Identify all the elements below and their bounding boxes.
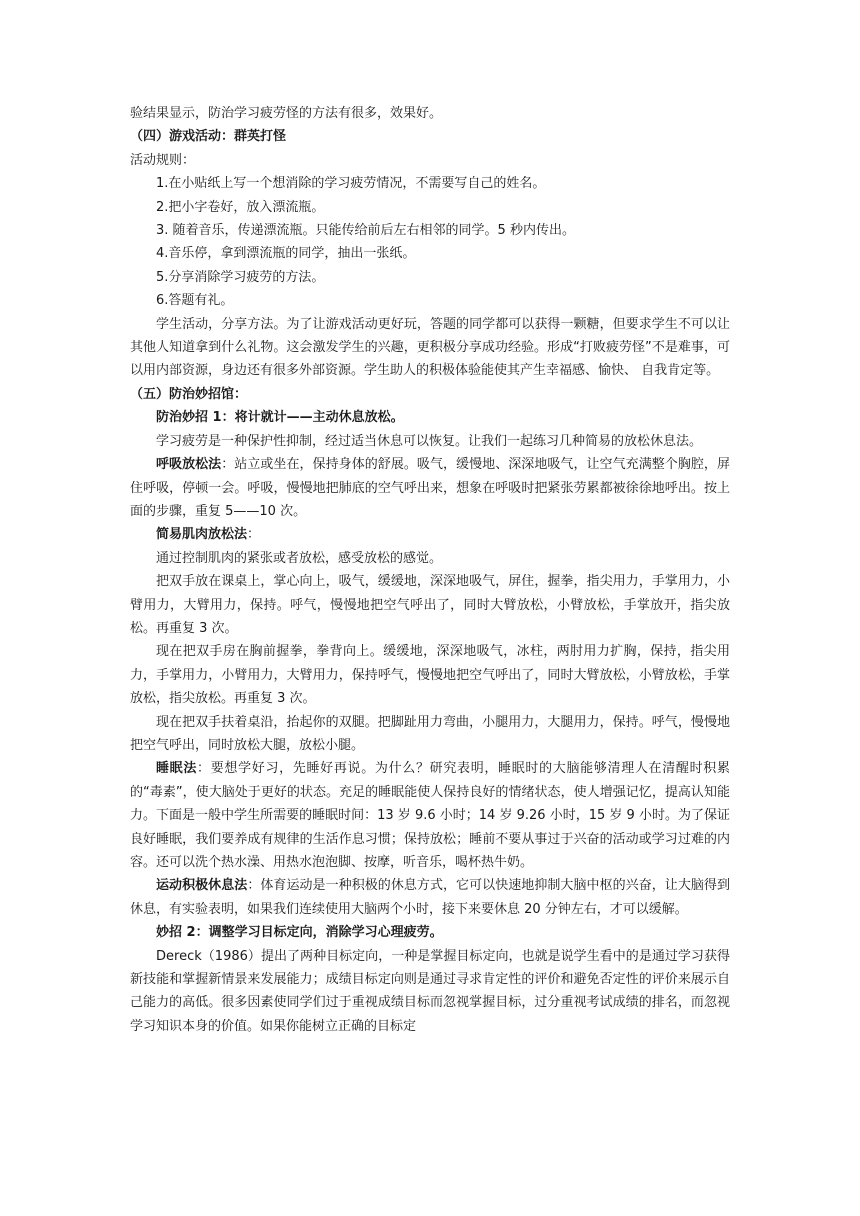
muscle-colon: ： — [247, 527, 261, 543]
rule-item: 3. 随着音乐，传递漂流瓶。只能传给前后左右相邻的同学。5 秒内传出。 — [156, 223, 575, 239]
section-heading-5: （五）防治妙招馆： — [130, 386, 248, 402]
paragraph-dereck: Dereck（1986）提出了两种目标定向，一种是掌握目标定向，也就是说学生看中的是通过学习获得新技能和掌握新情景来发展能力；成绩目标定向则是通过寻求肯定性的评价和避免否定性的评价来展示自己能力的高低。很多因素使同学们过于重视成绩目标而忽视掌握目标，过分重视考试成绩的排名，而忽视学习知识本身的价值。如果你能树立正确的目标定 — [130, 948, 730, 1034]
tip1-title: 防治妙招 1：将计就计——主动休息放松。 — [156, 410, 404, 426]
muscle-label: 简易肌肉放松法 — [156, 527, 248, 543]
tip2-title: 妙招 2：调整学习目标定向，消除学习心理疲劳。 — [156, 925, 443, 941]
paragraph-muscle-heading — [130, 523, 730, 546]
rule-item: 2.把小字卷好，放入漂流瓶。 — [156, 199, 325, 215]
paragraph-muscle-2: 把双手放在课桌上，掌心向上，吸气，缓缓地，深深地吸气，屏住，握拳，指尖用力，手掌用力，小臂用力，大臂用力，保持。呼气，慢慢地把空气呼出了，同时大臂放松，小臂放松，手掌放开，指尖放松。再重复 3 次。 — [130, 574, 730, 636]
document-page — [130, 102, 730, 1038]
tip1-intro: 学习疲劳是一种保护性抑制，经过适当休息可以恢复。让我们一起练习几种简易的放松休息法。 — [156, 433, 703, 449]
paragraph-sport — [130, 874, 730, 921]
breathing-text: ：站立或坐在，保持身体的舒展。吸气，缓慢地、深深地吸气，让空气充满整个胸腔，屏住呼吸，停顿一会。呼吸，慢慢地把肺底的空气呼出来，想象在呼吸时把紧张劳累都被徐徐地呼出。按上面的步骤，重复 5——10 次。 — [130, 457, 730, 519]
sport-label: 运动积极休息法 — [156, 878, 248, 894]
paragraph-breathing — [130, 453, 730, 523]
paragraph-sleep — [130, 757, 730, 874]
rule-item: 1.在小贴纸上写一个想消除的学习疲劳情况，不需要写自己的姓名。 — [156, 176, 546, 192]
rules-label: 活动规则： — [130, 152, 196, 168]
breathing-label: 呼吸放松法 — [156, 457, 222, 473]
rule-item: 6.答题有礼。 — [156, 293, 234, 309]
sleep-label: 睡眠法 — [156, 761, 198, 777]
paragraph-muscle-1: 通过控制肌肉的紧张或者放松，感受放松的感觉。 — [156, 550, 443, 566]
section-heading-4: （四）游戏活动：群英打怪 — [130, 129, 287, 145]
paragraph-muscle-4: 现在把双手扶着桌沿，抬起你的双腿。把脚趾用力弯曲，小腿用力，大腿用力，保持。呼气，慢慢地把空气呼出，同时放松大腿，放松小腿。 — [130, 714, 730, 753]
rule-item: 5.分享消除学习疲劳的方法。 — [156, 269, 325, 285]
sport-text: ：体育运动是一种积极的休息方式，它可以快速地抑制大脑中枢的兴奋，让大脑得到休息，有实验表明，如果我们连续使用大脑两个小时，接下来要休息 20 分钟左右，才可以缓解。 — [130, 878, 730, 917]
paragraph-result: 验结果显示，防治学习疲劳怪的方法有很多，效果好。 — [130, 106, 443, 121]
paragraph-activity: 学生活动，分享方法。为了让游戏活动更好玩，答题的同学都可以获得一颗糖，但要求学生不可以让其他人知道拿到什么礼物。这会激发学生的兴趣，更积极分享成功经验。形成“打败疲劳怪”不是难事，可以用内部资源，身边还有很多外部资源。学生助人的积极体验能使其产生幸福感、愉快、 自我肯定等。 — [130, 316, 730, 379]
paragraph-muscle-3: 现在把双手房在胸前握拳，拳背向上。缓缓地，深深地吸气，冰柱，两肘用力扩胸，保持，指尖用力，手掌用力，小臂用力，大臂用力，保持呼气，慢慢地把空气呼出了，同时大臂放松，小臂放松，手掌放松，指尖放松。再重复 3 次。 — [130, 644, 730, 707]
rule-item: 4.音乐停，拿到漂流瓶的同学，抽出一张纸。 — [156, 246, 416, 262]
sleep-text: ：要想学好习，先睡好再说。为什么？研究表明，睡眠时的大脑能够清理人在清醒时积累的“毒素”，使大脑处于更好的状态。充足的睡眠能使人保持良好的情绪状态，使人增强记忆，提高认知能力。下面是一般中学生所需要的睡眠时间：13 岁 9.6 小时；14 岁 9.26 小时，15 岁 9 小时。为了保证良好睡眠，我们要养成有规律的生活作息习惯；保持放松；睡前不要从事过于兴奋的活动或学习过难的内容。还可以洗个热水澡、用热水泡泡脚、按摩，听音乐，喝杯热牛奶。 — [130, 761, 730, 870]
